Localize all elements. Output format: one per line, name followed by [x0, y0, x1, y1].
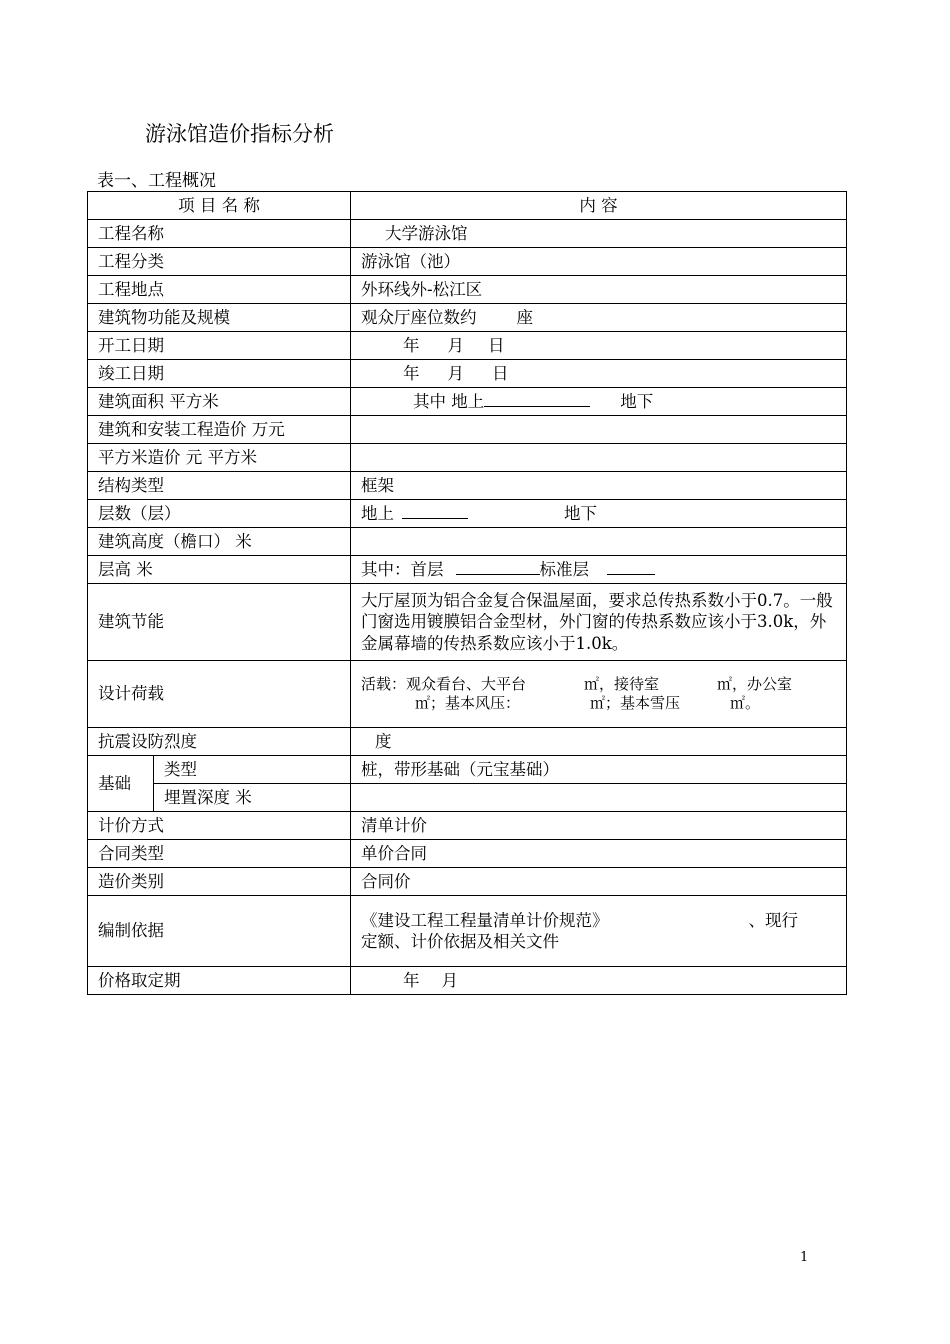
table-row [88, 248, 847, 276]
finish-month: 月 [447, 363, 464, 383]
price-month: 月 [441, 970, 458, 990]
table-row [88, 896, 847, 967]
foundation-label: 基础 [88, 756, 154, 812]
basis-files: 定额、计价依据及相关文件 [361, 932, 559, 951]
page-number: 1 [800, 1250, 809, 1265]
foundation-depth-value [351, 784, 847, 812]
header-item-name: 项 目 名 称 [88, 192, 351, 220]
row-label: 开工日期 [88, 332, 351, 360]
table-row [88, 472, 847, 500]
finish-year: 年 [403, 363, 420, 383]
basis-spec: 《建设工程工程量清单计价规范》 [361, 910, 609, 930]
table-caption: 表一、工程概况 [97, 171, 216, 191]
area-above-blank [484, 392, 590, 407]
area-above-label: 其中 地上 [413, 391, 485, 411]
standard-floor-blank [607, 560, 655, 575]
row-label: 编制依据 [88, 896, 351, 967]
row-label: 建筑和安装工程造价 万元 [88, 416, 351, 444]
table-row [88, 276, 847, 304]
basis-current: 、现行 [748, 910, 798, 930]
load-unit-5: ㎡。 [730, 694, 761, 712]
start-year: 年 [403, 335, 420, 355]
row-label: 建筑面积 平方米 [88, 388, 351, 416]
finish-day: 日 [492, 363, 509, 383]
row-label: 合同类型 [88, 840, 351, 868]
seismic-unit: 度 [375, 731, 392, 751]
row-label: 层数（层） [88, 500, 351, 528]
table-row [88, 584, 847, 661]
load-unit-4: ㎡；基本雪压 [590, 694, 681, 712]
table-row [88, 444, 847, 472]
first-floor-blank [456, 560, 540, 575]
table-row [88, 332, 847, 360]
row-label: 工程名称 [88, 220, 351, 248]
row-label: 设计荷载 [88, 661, 351, 728]
row-value: 合同价 [351, 868, 847, 896]
row-value [351, 556, 847, 584]
document-title: 游泳馆造价指标分析 [145, 122, 334, 146]
load-unit-3: ㎡；基本风压： [415, 694, 521, 712]
load-unit-1: ㎡，接待室 [584, 674, 660, 693]
table-row [88, 868, 847, 896]
start-day: 日 [488, 335, 505, 355]
row-label: 工程分类 [88, 248, 351, 276]
basis-value [351, 896, 847, 967]
table-row [88, 528, 847, 556]
table-row [88, 840, 847, 868]
row-value [351, 444, 847, 472]
row-label: 造价类别 [88, 868, 351, 896]
table-row [88, 416, 847, 444]
row-label: 建筑高度（檐口） 米 [88, 528, 351, 556]
row-label: 工程地点 [88, 276, 351, 304]
row-label: 层高 米 [88, 556, 351, 584]
row-value: 外环线外-松江区 [351, 276, 847, 304]
row-value [351, 220, 847, 248]
row-value [351, 416, 847, 444]
row-label: 计价方式 [88, 812, 351, 840]
foundation-type-value: 桩，带形基础（元宝基础） [351, 756, 847, 784]
project-name-value: 大学游泳馆 [385, 223, 468, 243]
floors-above-blank [402, 504, 468, 519]
energy-value: 大厅屋顶为铝合金复合保温屋面，要求总传热系数小于0.7。一般门窗选用镀膜铝合金型材，外门窗的传热系数应该小于3.0k，外金属幕墙的传热系数应该小于1.0k。 [351, 584, 847, 661]
row-label: 结构类型 [88, 472, 351, 500]
row-value [351, 728, 847, 756]
header-content: 内 容 [351, 192, 847, 220]
area-below-label: 地下 [620, 391, 654, 411]
table-row [88, 784, 847, 812]
table-row [88, 967, 847, 995]
table-row [88, 500, 847, 528]
row-value: 游泳馆（池） [351, 248, 847, 276]
project-overview-table [87, 191, 847, 995]
row-label: 竣工日期 [88, 360, 351, 388]
row-value [351, 388, 847, 416]
row-value: 框架 [351, 472, 847, 500]
table-row [88, 756, 847, 784]
table-row [88, 220, 847, 248]
table-row [88, 388, 847, 416]
row-label: 抗震设防烈度 [88, 728, 351, 756]
standard-floor-label: 标准层 [539, 559, 589, 579]
table-row [88, 556, 847, 584]
first-floor-label: 其中：首层 [361, 559, 444, 579]
table-row [88, 304, 847, 332]
row-value: 清单计价 [351, 812, 847, 840]
start-month: 月 [447, 335, 464, 355]
row-label: 建筑节能 [88, 584, 351, 661]
foundation-depth-label: 埋置深度 米 [154, 784, 351, 812]
floors-above-label: 地上 [361, 503, 394, 523]
table-row [88, 728, 847, 756]
row-value [351, 304, 847, 332]
price-year: 年 [403, 970, 420, 990]
foundation-type-label: 类型 [154, 756, 351, 784]
load-unit-2: ㎡，办公室 [717, 674, 793, 693]
row-label: 建筑物功能及规模 [88, 304, 351, 332]
table-row [88, 661, 847, 728]
row-value [351, 500, 847, 528]
row-value [351, 360, 847, 388]
load-value [351, 661, 847, 728]
load-live-label: 活载：观众看台、大平台 [361, 674, 527, 693]
seats-suffix: 座 [516, 307, 533, 327]
row-label: 价格取定期 [88, 967, 351, 995]
table-row [88, 812, 847, 840]
seats-prefix: 观众厅座位数约 [361, 307, 477, 327]
row-value [351, 332, 847, 360]
row-label: 平方米造价 元 平方米 [88, 444, 351, 472]
row-value: 单价合同 [351, 840, 847, 868]
table-row [88, 360, 847, 388]
floors-below-label: 地下 [564, 503, 597, 523]
row-value [351, 528, 847, 556]
row-value [351, 967, 847, 995]
table-header-row [88, 192, 847, 220]
